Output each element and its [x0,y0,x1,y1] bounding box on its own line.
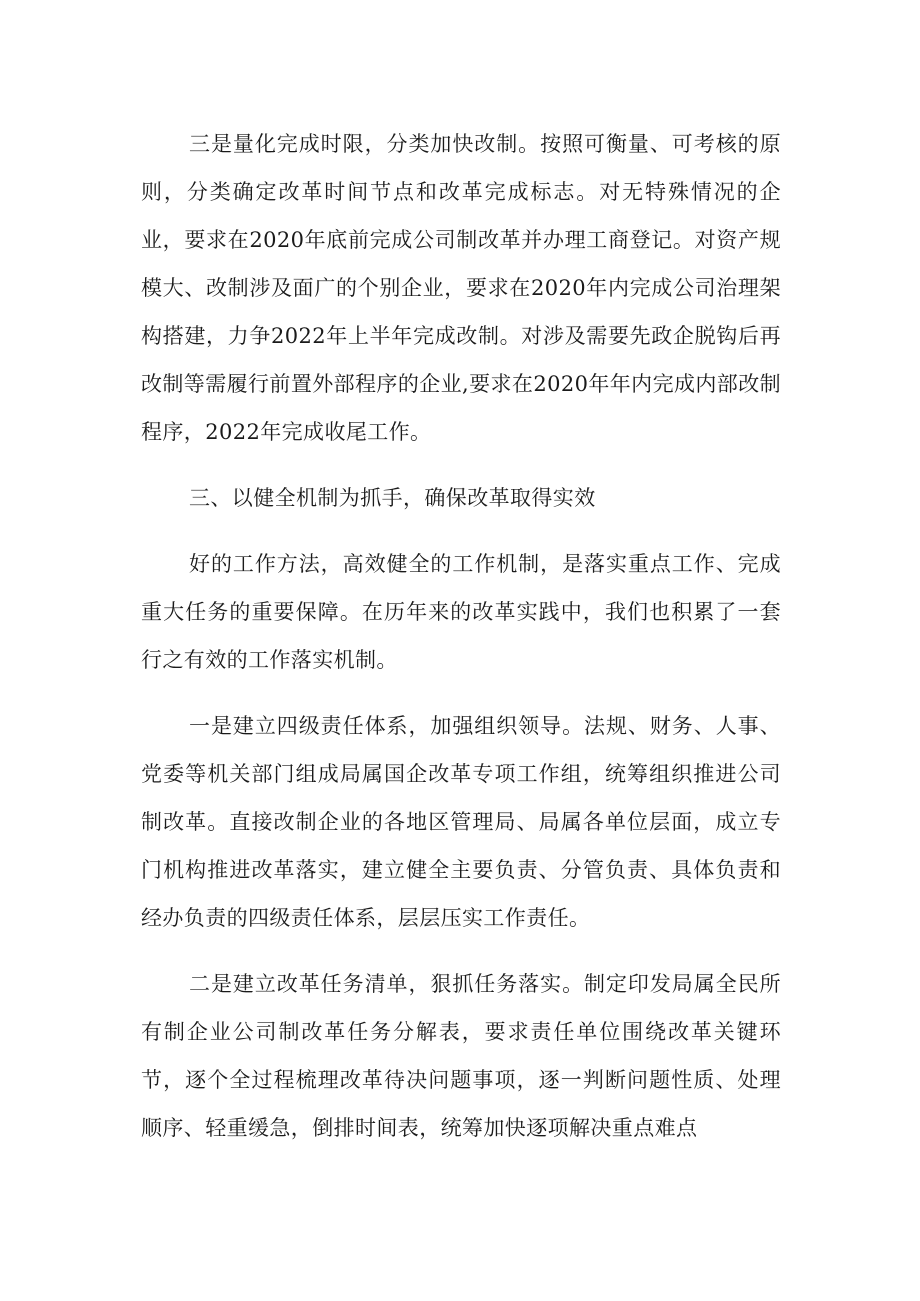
paragraph-task-list: 二是建立改革任务清单，狠抓任务落实。制定印发局属全民所有制企业公司制改革任务分解表，要求责任单位围绕改革关键环节，逐个全过程梳理改革待决问题事项，逐一判断问题性质、处理顺序、轻重缓急，倒排时间表，统筹加快逐项解决重点难点 [141,972,781,1140]
paragraph-quantify-deadlines: 三是量化完成时限，分类加快改制。按照可衡量、可考核的原则，分类确定改革时间节点和改革完成标志。对无特殊情况的企业，要求在2020年底前完成公司制改革并办理工商登记。对资产规模大、改制涉及面广的个别企业，要求在2020年内完成公司治理架构搭建，力争2022年上半年完成改制。对涉及需要先政企脱钩后再改制等需履行前置外部程序的企业,要求在2020年年内完成内部改制程序，2022年完成收尾工作。 [141,132,781,444]
document-body [141,120,781,1170]
paragraph-responsibility-system: 一是建立四级责任体系，加强组织领导。法规、财务、人事、党委等机关部门组成局属国企改革专项工作组，统筹组织推进公司制改革。直接改制企业的各地区管理局、局属各单位层面，成立专门机构推进改革落实，建立健全主要负责、分管负责、具体负责和经办负责的四级责任体系，层层压实工作责任。 [141,714,781,930]
section-heading-three: 三、以健全机制为抓手，确保改革取得实效 [189,486,596,510]
paragraph-work-mechanism: 好的工作方法，高效健全的工作机制，是落实重点工作、完成重大任务的重要保障。在历年来的改革实践中，我们也积累了一套行之有效的工作落实机制。 [141,552,781,672]
